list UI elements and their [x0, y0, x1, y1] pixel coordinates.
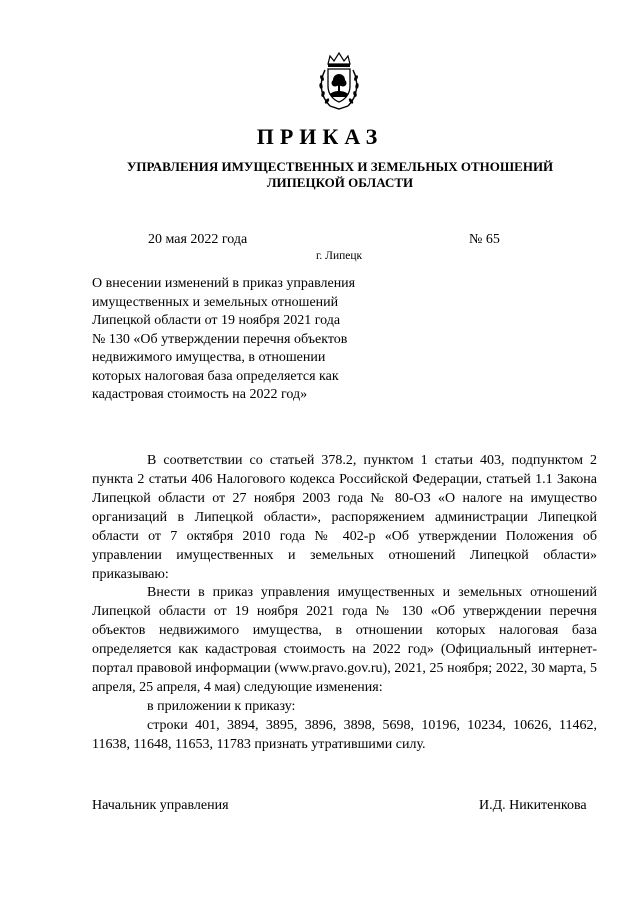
- document-subject: [92, 275, 392, 405]
- preamble-block: [92, 451, 597, 584]
- subject-line: недвижимого имущества, в отношении: [92, 350, 326, 365]
- issuing-authority: [80, 159, 600, 191]
- subject-line: № 130 «Об утверждении перечня объектов: [92, 331, 348, 347]
- lipetsk-coat-of-arms-icon: [316, 50, 362, 112]
- subject-line: которых налоговая база определяется как: [92, 368, 339, 384]
- issuing-authority-line: УПРАВЛЕНИЯ ИМУЩЕСТВЕННЫХ И ЗЕМЕЛЬНЫХ ОТНОШЕНИЙ: [126, 159, 554, 174]
- signatory-name: И.Д. Никитенкова: [479, 798, 587, 813]
- issuing-authority-line: ЛИПЕЦКОЙ ОБЛАСТИ: [266, 175, 414, 190]
- preamble-paragraph: В соответствии со статьей 378.2, пунктом 1 статьи 403, подпунктом 2 пункта 2 статьи 406 Налогового кодекса Российской Федерации, статьей 1.1 Закона Липецкой области от 27 ноября 2003 года № 80-ОЗ «О налоге на имущество организаций в Липецкой области», распоряжением администрации Липецкой области от 7 октября 2010 года № 402-р «Об утверждении Положения об управлении имущественных и земельных отношений Липецкой области» приказываю:: [92, 453, 597, 582]
- order-block: [92, 583, 597, 754]
- subject-line: имущественных и земельных отношений: [92, 294, 339, 310]
- order-item-text: строки 401, 3894, 3895, 3896, 3898, 5698, 10196, 10234, 10626, 11462, 11638, 11648, 11653, 11783 признать утратившими силу.: [92, 718, 597, 752]
- signatory-position: Начальник управления: [92, 798, 229, 813]
- document-date: 20 мая 2022 года: [148, 232, 248, 247]
- subject-line: кадастровая стоимость на 2022 год»: [92, 387, 308, 402]
- order-paragraph: Внести в приказ управления имущественных и земельных отношений Липецкой области от 19 ноября 2021 года № 130 «Об утверждении перечня объектов недвижимого имущества, в отношении которых налоговая база определяется как кадастровая стоимость на 2022 год» (Официальный интернет-портал правовой информации (www.pravo.gov.ru), 2021, 25 ноября; 2022, 30 марта, 5 апреля, 25 апреля, 4 мая) следующие изменения:: [92, 585, 597, 695]
- order-item-intro: в приложении к приказу:: [147, 699, 296, 714]
- document-title: ПРИКАЗ: [256, 124, 384, 149]
- subject-line: Липецкой области от 19 ноября 2021 года: [92, 313, 341, 328]
- document-city: г. Липецк: [316, 250, 363, 262]
- document-number: № 65: [469, 232, 500, 247]
- subject-line: О внесении изменений в приказ управления: [92, 276, 356, 291]
